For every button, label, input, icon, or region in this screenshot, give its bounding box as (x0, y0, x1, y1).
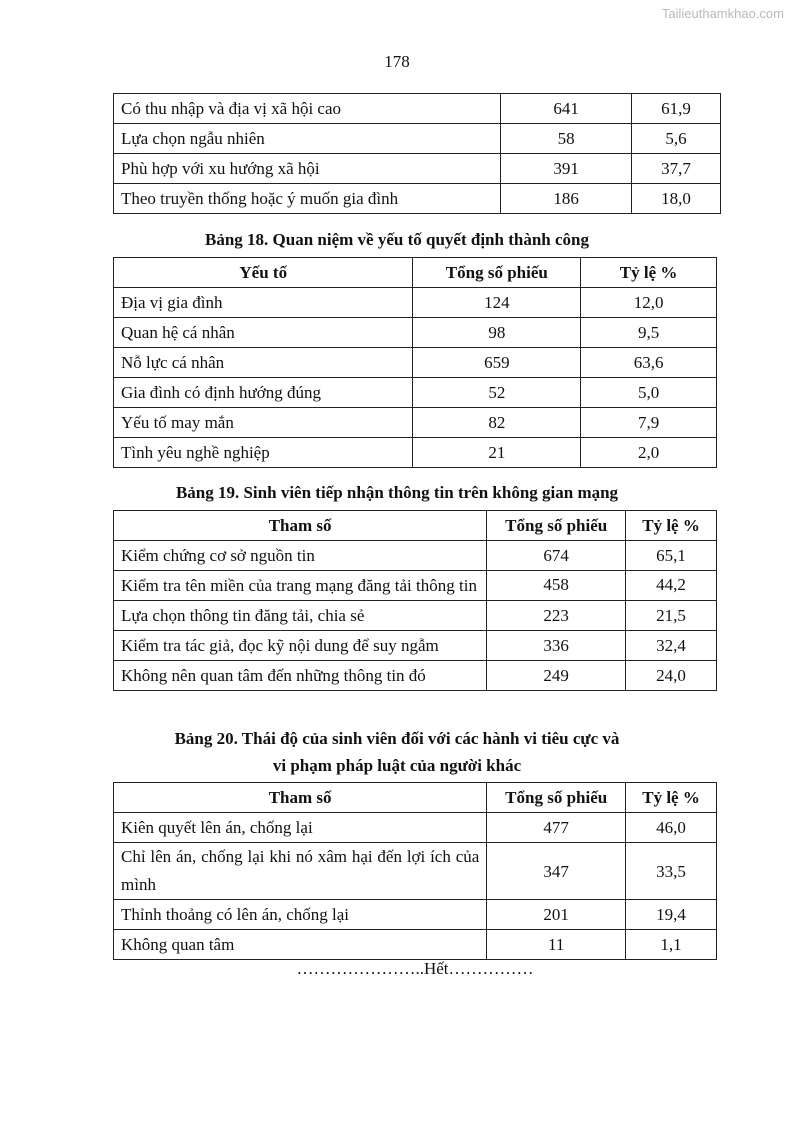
table-row (114, 631, 717, 661)
table-18-caption: Bảng 18. Quan niệm về yếu tố quyết định thành công (205, 230, 589, 249)
table-row (114, 571, 717, 601)
row-count: 641 (501, 94, 632, 124)
row-percent: 1,1 (626, 930, 717, 960)
header-factor: Yếu tố (114, 258, 413, 288)
table-row (114, 94, 721, 124)
table-18 (113, 257, 717, 468)
row-count: 223 (487, 601, 626, 631)
table-row (114, 601, 717, 631)
row-percent: 19,4 (626, 900, 717, 930)
row-count: 21 (413, 438, 581, 468)
table-19 (113, 510, 717, 691)
row-percent: 5,6 (632, 124, 721, 154)
table-row (114, 408, 717, 438)
row-label: Quan hệ cá nhân (114, 318, 413, 348)
row-percent: 61,9 (632, 94, 721, 124)
row-count: 674 (487, 541, 626, 571)
row-label: Thỉnh thoảng có lên án, chống lại (114, 900, 487, 930)
row-count: 82 (413, 408, 581, 438)
header-total-votes: Tổng số phiếu (487, 511, 626, 541)
table-row (114, 184, 721, 214)
table-row (114, 843, 717, 900)
row-percent: 2,0 (581, 438, 717, 468)
table-20-caption-line-1: Bảng 20. Thái độ của sinh viên đối với các hành vi tiêu cực và (174, 729, 620, 748)
end-marker: …………………..Hết…………… (296, 959, 534, 978)
row-label: Địa vị gia đình (114, 288, 413, 318)
table-20 (113, 782, 717, 960)
table-row (114, 541, 717, 571)
row-count: 659 (413, 348, 581, 378)
row-label: Gia đình có định hướng đúng (114, 378, 413, 408)
row-count: 477 (487, 813, 626, 843)
row-count: 249 (487, 661, 626, 691)
table-19-caption: Bảng 19. Sinh viên tiếp nhận thông tin trên không gian mạng (175, 483, 619, 502)
row-count: 98 (413, 318, 581, 348)
row-percent: 5,0 (581, 378, 717, 408)
row-count: 186 (501, 184, 632, 214)
header-percent: Tỷ lệ % (626, 511, 717, 541)
row-count: 458 (487, 571, 626, 601)
table-header-row (114, 511, 717, 541)
row-percent: 46,0 (626, 813, 717, 843)
table-row (114, 154, 721, 184)
row-label: Lựa chọn ngẫu nhiên (114, 124, 501, 154)
table-row (114, 124, 721, 154)
row-label: Yếu tố may mắn (114, 408, 413, 438)
row-label: Chỉ lên án, chống lại khi nó xâm hại đến lợi ích của mình (114, 843, 487, 900)
row-label: Kiên quyết lên án, chống lại (114, 813, 487, 843)
row-label: Không quan tâm (114, 930, 487, 960)
row-count: 124 (413, 288, 581, 318)
row-label: Có thu nhập và địa vị xã hội cao (114, 94, 501, 124)
row-percent: 32,4 (626, 631, 717, 661)
table-row (114, 318, 717, 348)
row-percent: 44,2 (626, 571, 717, 601)
row-percent: 33,5 (626, 843, 717, 900)
row-percent: 37,7 (632, 154, 721, 184)
row-percent: 21,5 (626, 601, 717, 631)
header-percent: Tỷ lệ % (626, 783, 717, 813)
row-count: 347 (487, 843, 626, 900)
row-percent: 18,0 (632, 184, 721, 214)
table-row (114, 930, 717, 960)
table-header-row (114, 258, 717, 288)
row-percent: 65,1 (626, 541, 717, 571)
row-count: 58 (501, 124, 632, 154)
header-percent: Tỷ lệ % (581, 258, 717, 288)
row-count: 391 (501, 154, 632, 184)
row-percent: 24,0 (626, 661, 717, 691)
watermark-text: Tailieuthamkhao.com (661, 6, 784, 21)
table-row (114, 661, 717, 691)
table-row (114, 348, 717, 378)
table-20-caption-line-2: vi phạm pháp luật của người khác (272, 756, 522, 775)
row-label: Không nên quan tâm đến những thông tin đó (114, 661, 487, 691)
row-count: 201 (487, 900, 626, 930)
table-row (114, 288, 717, 318)
table-row (114, 900, 717, 930)
table-header-row (114, 783, 717, 813)
row-label: Lựa chọn thông tin đăng tải, chia sẻ (114, 601, 487, 631)
row-count: 336 (487, 631, 626, 661)
row-label: Kiểm tra tác giả, đọc kỹ nội dung để suy ngẫm (114, 631, 487, 661)
row-label: Phù hợp với xu hướng xã hội (114, 154, 501, 184)
row-label: Kiểm chứng cơ sở nguồn tin (114, 541, 487, 571)
row-percent: 12,0 (581, 288, 717, 318)
row-count: 52 (413, 378, 581, 408)
row-percent: 63,6 (581, 348, 717, 378)
row-percent: 9,5 (581, 318, 717, 348)
header-total-votes: Tổng số phiếu (413, 258, 581, 288)
row-label: Nỗ lực cá nhân (114, 348, 413, 378)
header-total-votes: Tổng số phiếu (487, 783, 626, 813)
row-label: Tình yêu nghề nghiệp (114, 438, 413, 468)
row-label: Kiểm tra tên miền của trang mạng đăng tải thông tin (114, 571, 487, 601)
page-number: 178 (384, 52, 410, 71)
table-row (114, 438, 717, 468)
row-count: 11 (487, 930, 626, 960)
header-parameter: Tham số (114, 511, 487, 541)
table-17-continued (113, 93, 721, 214)
row-label: Theo truyền thống hoặc ý muốn gia đình (114, 184, 501, 214)
table-row (114, 813, 717, 843)
header-parameter: Tham số (114, 783, 487, 813)
table-row (114, 378, 717, 408)
row-percent: 7,9 (581, 408, 717, 438)
